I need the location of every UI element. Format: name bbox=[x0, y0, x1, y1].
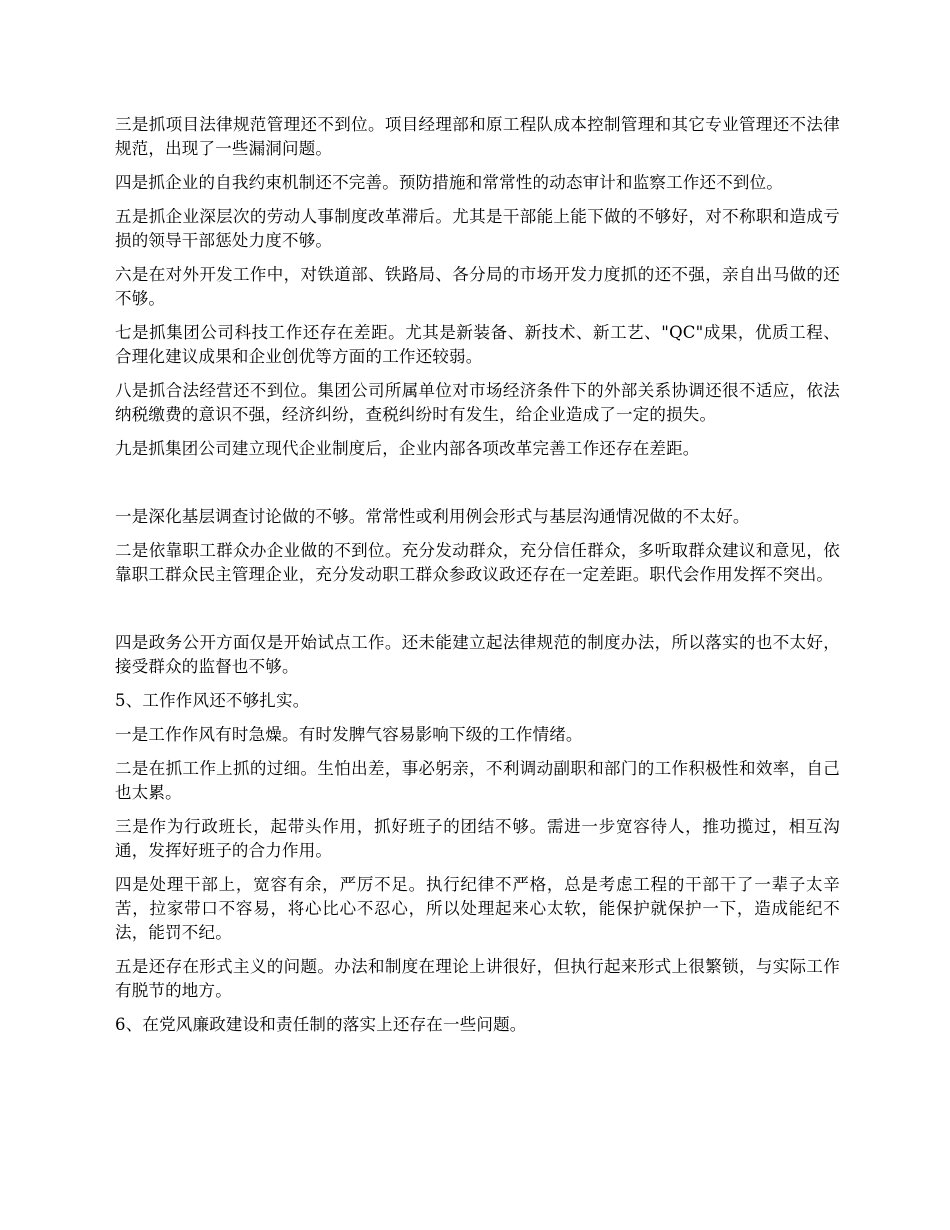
paragraph: 四是抓企业的自我约束机制还不完善。预防措施和常常性的动态审计和监察工作还不到位。 bbox=[115, 173, 783, 192]
paragraph: 一是深化基层调查讨论做的不够。常常性或利用例会形式与基层沟通情况做的不太好。 bbox=[115, 507, 750, 526]
paragraph: 五是抓企业深层次的劳动人事制度改革滞后。尤其是干部能上能下做的不够好，对不称职和造成亏损的领导干部惩处力度不够。 bbox=[115, 207, 840, 250]
section-heading: 6、在党风廉政建设和责任制的落实上还存在一些问题。 bbox=[115, 1015, 527, 1034]
paragraph: 五是还存在形式主义的问题。办法和制度在理论上讲很好，但执行起来形式上很繁锁，与实际工作有脱节的地方。 bbox=[115, 957, 840, 1000]
document-body bbox=[115, 113, 840, 1047]
section-spacer bbox=[115, 597, 840, 631]
paragraph: 六是在对外开发工作中，对铁道部、铁路局、各分局的市场开发力度抓的还不强，亲自出马做的还不够。 bbox=[115, 265, 840, 308]
paragraph: 三是抓项目法律规范管理还不到位。项目经理部和原工程队成本控制管理和其它专业管理还不法律规范，出现了一些漏洞问题。 bbox=[115, 115, 840, 158]
paragraph: 二是依靠职工群众办企业做的不到位。充分发动群众，充分信任群众，多听取群众建议和意见，依靠职工群众民主管理企业，充分发动职工群众参政议政还存在一定差距。职代会作用发挥不突出。 bbox=[115, 541, 840, 584]
paragraph: 九是抓集团公司建立现代企业制度后，企业内部各项改革完善工作还存在差距。 bbox=[115, 439, 700, 458]
paragraph: 三是作为行政班长，起带头作用，抓好班子的团结不够。需进一步宽容待人，推功揽过，相互沟通，发挥好班子的合力作用。 bbox=[115, 817, 840, 860]
paragraph: 七是抓集团公司科技工作还存在差距。尤其是新装备、新技术、新工艺、"QC"成果，优质工程、合理化建议成果和企业创优等方面的工作还较弱。 bbox=[115, 323, 840, 366]
section-heading: 5、工作作风还不够扎实。 bbox=[115, 691, 310, 710]
section-spacer bbox=[115, 471, 840, 505]
paragraph: 八是抓合法经营还不到位。集团公司所属单位对市场经济条件下的外部关系协调还很不适应，依法纳税缴费的意识不强，经济纠纷，查税纠纷时有发生，给企业造成了一定的损失。 bbox=[115, 381, 840, 424]
paragraph: 一是工作作风有时急燥。有时发脾气容易影响下级的工作情绪。 bbox=[115, 725, 583, 744]
paragraph: 四是处理干部上，宽容有余，严厉不足。执行纪律不严格，总是考虑工程的干部干了一辈子太辛苦，拉家带口不容易，将心比心不忍心，所以处理起来心太软，能保护就保护一下，造成能纪不法，能罚不纪。 bbox=[115, 875, 840, 942]
paragraph: 二是在抓工作上抓的过细。生怕出差，事必躬亲，不利调动副职和部门的工作积极性和效率，自己也太累。 bbox=[115, 759, 840, 802]
paragraph: 四是政务公开方面仅是开始试点工作。还未能建立起法律规范的制度办法，所以落实的也不太好，接受群众的监督也不够。 bbox=[115, 633, 840, 676]
